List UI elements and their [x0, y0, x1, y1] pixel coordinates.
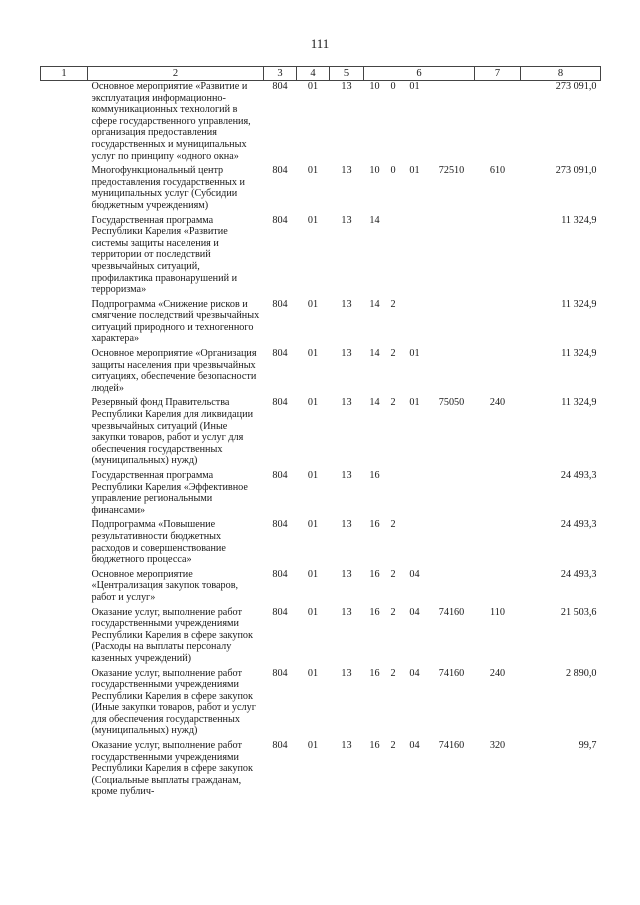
header-col-7: 7: [475, 67, 521, 81]
blank-cell: [41, 740, 88, 801]
code-expense-type: 110: [490, 606, 505, 618]
code-event: 01: [409, 397, 420, 409]
code-event: [401, 299, 429, 348]
code-ministry: 804: [272, 165, 288, 177]
code-program: 14: [369, 348, 380, 360]
row-name: Подпрограмма «Снижение рисков и смягчение последствий чрезвычайных ситуаций природного и техногенного характера»: [91, 298, 260, 345]
code-ministry: 804: [272, 568, 288, 580]
code-section: 01: [307, 81, 319, 92]
code-expense-type: [475, 215, 521, 299]
row-name: Оказание услуг, выполнение работ государственными учреждениями Республики Карелия в сфере закупок (Расходы на выплаты персоналу казенных учреждений): [91, 606, 253, 664]
blank-cell: [41, 519, 88, 568]
header-col-8: 8: [521, 67, 601, 81]
code-expense-type: 320: [489, 740, 506, 752]
code-expense-type: [475, 348, 521, 397]
code-ministry: 804: [272, 81, 288, 92]
table-row: [41, 519, 601, 568]
code-subsection: 13: [341, 348, 352, 360]
table-row: [41, 740, 601, 801]
table-row: [41, 569, 601, 607]
row-amount: 11 324,9: [561, 298, 597, 310]
code-direction: [429, 81, 475, 166]
code-expense-type: [475, 519, 521, 568]
table-body: [41, 81, 601, 802]
code-subsection: 13: [341, 667, 352, 679]
code-program: 16: [369, 740, 380, 752]
page-number: 111: [310, 36, 330, 51]
header-col-1: 1: [41, 67, 88, 81]
code-subprogram: [386, 470, 401, 519]
code-subsection: 13: [341, 519, 352, 531]
code-program: 10: [369, 165, 380, 177]
code-subprogram: 2: [390, 740, 396, 752]
row-name: Основное мероприятие «Развитие и эксплуатация информационно-коммуникационных технологий в сфере государственного управления, организация предоставления государственных и муниципальных услуг по принципу «одного окна»: [91, 81, 251, 162]
code-program: 16: [369, 470, 380, 481]
code-section: 01: [307, 667, 319, 679]
blank-cell: [41, 165, 88, 214]
row-name: Государственная программа Республики Карелия «Эффективное управление региональными финансами»: [91, 470, 248, 516]
blank-cell: [41, 470, 88, 519]
row-name: Основное мероприятие «Централизация закупок товаров, работ и услуг»: [91, 568, 239, 603]
code-subprogram: 0: [390, 81, 396, 92]
code-section: 01: [307, 470, 319, 481]
code-subprogram: 0: [390, 165, 396, 177]
row-amount: 11 324,9: [561, 214, 597, 226]
code-ministry: 804: [272, 348, 288, 360]
code-ministry: 804: [272, 397, 288, 409]
code-subprogram: 2: [390, 568, 396, 580]
code-program: 14: [369, 397, 380, 409]
code-subsection: 13: [341, 397, 352, 409]
code-event: 01: [409, 165, 420, 177]
header-col-2: 2: [88, 67, 264, 81]
table-header-row: [41, 67, 601, 81]
code-direction: 75050: [438, 397, 465, 409]
blank-cell: [41, 299, 88, 348]
code-direction: [429, 215, 475, 299]
code-subsection: 13: [341, 740, 352, 752]
row-amount: 273 091,0: [555, 81, 597, 92]
code-program: 14: [369, 214, 380, 226]
code-event: 04: [409, 568, 420, 580]
row-name: Резервный фонд Правительства Республики Карелия для ликвидации чрезвычайных ситуаций (Иные закупки товаров, работ и услуг для обеспечения государственных (муниципальных) нужд): [91, 397, 254, 467]
code-event: 04: [409, 606, 420, 618]
code-expense-type: 240: [489, 667, 506, 679]
code-ministry: 804: [272, 606, 288, 618]
code-subsection: 13: [341, 298, 352, 310]
code-expense-type: 610: [489, 165, 506, 177]
code-direction: [429, 470, 475, 519]
row-name: Подпрограмма «Повышение результативности бюджетных расходов и совершенствование бюджетного процесса»: [91, 519, 226, 566]
row-name: Оказание услуг, выполнение работ государственными учреждениями Республики Карелия в сфере закупок (Социальные выплаты гражданам, кроме публич-: [91, 740, 253, 798]
code-event: [401, 519, 429, 568]
code-expense-type: [475, 569, 521, 607]
code-program: 10: [369, 81, 380, 92]
code-direction: 74160: [438, 667, 465, 679]
code-expense-type: [475, 299, 521, 348]
code-direction: [429, 299, 475, 348]
table-row: [41, 299, 601, 348]
row-name: Оказание услуг, выполнение работ государственными учреждениями Республики Карелия в сфере закупок (Иные закупки товаров, работ и услуг для обеспечения государственных (муниципальных) нужд): [91, 667, 256, 737]
row-amount: 24 493,3: [560, 470, 597, 481]
code-section: 01: [307, 519, 319, 531]
code-direction: 74160: [438, 740, 465, 752]
header-col-4: 4: [297, 67, 330, 81]
header-col-3: 3: [264, 67, 297, 81]
row-amount: 273 091,0: [555, 165, 597, 177]
blank-cell: [41, 81, 88, 166]
blank-cell: [41, 569, 88, 607]
row-amount: 24 493,3: [560, 568, 597, 580]
code-ministry: 804: [272, 519, 288, 531]
table-row: [41, 81, 601, 166]
code-section: 01: [307, 606, 319, 618]
code-section: 01: [307, 568, 319, 580]
code-section: 01: [307, 298, 319, 310]
code-ministry: 804: [272, 214, 288, 226]
table-row: [41, 348, 601, 397]
code-direction: [429, 348, 475, 397]
code-direction: 74160: [438, 606, 465, 618]
code-subprogram: 2: [390, 667, 396, 679]
code-subsection: 13: [341, 568, 352, 580]
code-ministry: 804: [272, 667, 288, 679]
code-direction: [429, 569, 475, 607]
code-subprogram: 2: [390, 397, 396, 409]
code-event: 04: [409, 667, 420, 679]
row-amount: 99,7: [578, 740, 597, 752]
row-amount: 24 493,3: [560, 519, 597, 531]
code-program: 14: [369, 298, 380, 310]
blank-cell: [41, 607, 88, 668]
table-row: [41, 215, 601, 299]
code-section: 01: [307, 165, 319, 177]
code-direction: [429, 519, 475, 568]
code-ministry: 804: [272, 740, 288, 752]
code-ministry: 804: [272, 470, 288, 481]
code-program: 16: [369, 568, 380, 580]
table-row: [41, 165, 601, 214]
code-subsection: 13: [341, 81, 352, 92]
code-program: 16: [369, 519, 380, 531]
code-program: 16: [369, 667, 380, 679]
code-subsection: 13: [341, 214, 352, 226]
code-subsection: 13: [341, 165, 352, 177]
table-row: [41, 668, 601, 741]
budget-table: [40, 66, 601, 801]
code-section: 01: [307, 348, 319, 360]
code-subprogram: 2: [390, 298, 396, 310]
code-ministry: 804: [272, 298, 288, 310]
blank-cell: [41, 397, 88, 470]
code-subprogram: 2: [390, 519, 396, 531]
table-row: [41, 470, 601, 519]
row-name: Государственная программа Республики Карелия «Развитие системы защиты населения и территории от последствий чрезвычайных ситуаций, профилактика правонарушений и терроризма»: [91, 214, 238, 296]
code-section: 01: [307, 214, 319, 226]
blank-cell: [41, 668, 88, 741]
blank-cell: [41, 215, 88, 299]
row-name: Многофункциональный центр предоставления государственных и муниципальных услуг (Субсидии бюджетным учреждениям): [91, 165, 245, 211]
code-event: 04: [409, 740, 420, 752]
code-expense-type: 240: [489, 397, 506, 409]
code-event: 01: [409, 348, 420, 360]
code-section: 01: [307, 740, 319, 752]
code-expense-type: [475, 470, 521, 519]
table-row: [41, 397, 601, 470]
code-expense-type: [475, 81, 521, 166]
code-subprogram: 2: [390, 606, 396, 618]
code-section: 01: [307, 397, 319, 409]
row-amount: 11 324,9: [561, 397, 597, 409]
header-col-6: 6: [364, 67, 475, 81]
row-name: Основное мероприятие «Организация защиты населения при чрезвычайных ситуациях, обеспечение безопасности людей»: [91, 348, 257, 394]
row-amount: 2 890,0: [565, 667, 597, 679]
code-event: [401, 215, 429, 299]
code-subprogram: 2: [390, 348, 396, 360]
code-subsection: 13: [341, 470, 352, 481]
code-direction: 72510: [438, 165, 465, 177]
code-subsection: 13: [341, 606, 352, 618]
table-row: [41, 607, 601, 668]
code-subprogram: [386, 215, 401, 299]
code-event: 01: [409, 81, 420, 92]
row-amount: 11 324,9: [561, 348, 597, 360]
row-amount: 21 503,6: [560, 606, 597, 618]
header-col-5: 5: [330, 67, 364, 81]
blank-cell: [41, 348, 88, 397]
code-program: 16: [369, 606, 380, 618]
code-event: [401, 470, 429, 519]
